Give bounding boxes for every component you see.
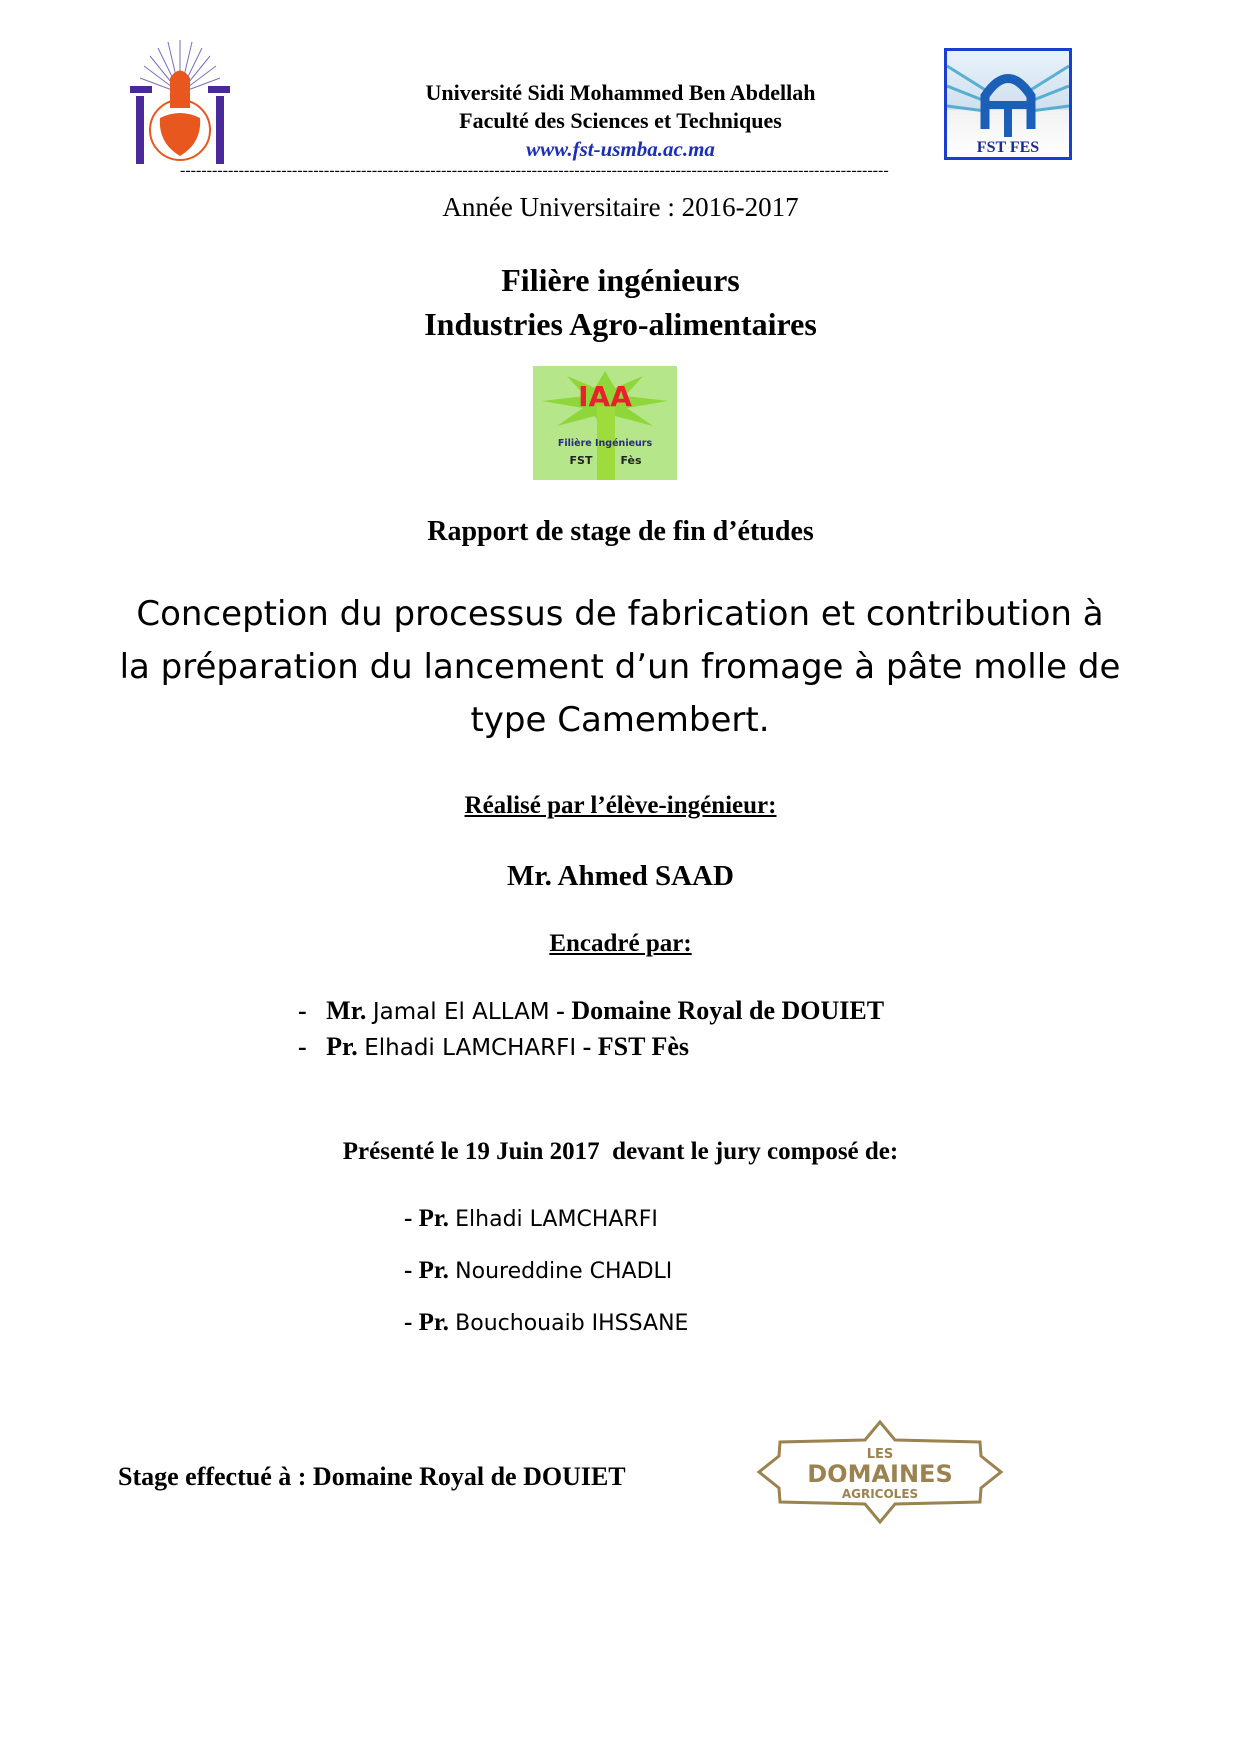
report-type: Rapport de stage de fin d’études <box>427 516 814 547</box>
jury-member <box>404 1309 688 1337</box>
defense-statement: Présenté le 19 Juin 2017 devant le jury composé de: <box>342 1138 899 1165</box>
jury-title: Pr. <box>418 1309 449 1336</box>
svg-text:DOMAINES: DOMAINES <box>807 1460 953 1488</box>
university-name: Université Sidi Mohammed Ben Abdellah <box>425 80 816 105</box>
report-title-line: Conception du processus de fabrication et contribution à <box>136 594 1104 634</box>
fst-fes-logo <box>944 48 1072 160</box>
header-separator: ------------------------------------------------------------------------------------------------------------------------------------- <box>180 162 889 179</box>
report-title-line: type Camembert. <box>470 700 770 740</box>
jury-name: Elhadi LAMCHARFI <box>455 1207 658 1232</box>
list-dash: - <box>404 1205 413 1232</box>
supervisor-title: Pr. <box>326 1032 358 1061</box>
svg-text:Fès: Fès <box>620 454 642 467</box>
supervisor-item <box>298 1032 689 1062</box>
jury-name: Noureddine CHADLI <box>455 1259 673 1284</box>
svg-text:Filière Ingénieurs: Filière Ingénieurs <box>557 438 653 449</box>
author-label: Réalisé par l’élève-ingénieur: <box>464 792 777 819</box>
fst-emblem-icon <box>947 51 1069 157</box>
separator: - <box>582 1032 592 1061</box>
jury-member <box>404 1205 658 1233</box>
list-dash: - <box>404 1309 413 1336</box>
supervisor-organization: FST Fès <box>597 1032 690 1061</box>
jury-title: Pr. <box>418 1205 449 1232</box>
svg-text:AGRICOLES: AGRICOLES <box>841 1487 919 1501</box>
report-title <box>110 588 1130 747</box>
faculty-name: Faculté des Sciences et Techniques <box>459 108 782 133</box>
internship-location: Stage effectué à : Domaine Royal de DOUIET <box>118 1462 626 1491</box>
svg-text:IAA: IAA <box>578 380 632 413</box>
list-dash: - <box>298 996 307 1025</box>
jury-title: Pr. <box>418 1257 449 1284</box>
domaines-agricoles-logo <box>755 1418 1005 1526</box>
list-dash: - <box>404 1257 413 1284</box>
program-name: Filière ingénieurs <box>501 262 740 298</box>
supervisor-name: Elhadi LAMCHARFI <box>364 1035 577 1061</box>
jury-name: Bouchouaib IHSSANE <box>455 1311 689 1336</box>
supervisor-title: Mr. <box>326 996 367 1025</box>
supervisor-organization: Domaine Royal de DOUIET <box>571 996 885 1025</box>
list-dash: - <box>298 1032 307 1061</box>
supervisor-item <box>298 996 884 1026</box>
report-title-line: la préparation du lancement d’un fromage à pâte molle de <box>119 647 1121 687</box>
academic-year: Année Universitaire : 2016-2017 <box>442 192 799 222</box>
iaa-palm-icon <box>533 366 677 480</box>
supervisor-name: Jamal El ALLAM <box>372 999 550 1025</box>
svg-text:FST FES: FST FES <box>976 139 1040 156</box>
domaines-emblem-icon <box>755 1418 1005 1526</box>
author-name: Mr. Ahmed SAAD <box>507 860 734 892</box>
jury-member <box>404 1257 672 1285</box>
svg-text:LES: LES <box>866 1447 894 1462</box>
supervisors-label: Encadré par: <box>549 930 692 957</box>
website-link[interactable]: www.fst-usmba.ac.ma <box>526 137 715 161</box>
program-specialty: Industries Agro-alimentaires <box>424 306 817 342</box>
svg-text:FST: FST <box>569 454 593 467</box>
iaa-logo <box>533 366 677 480</box>
separator: - <box>556 996 565 1025</box>
